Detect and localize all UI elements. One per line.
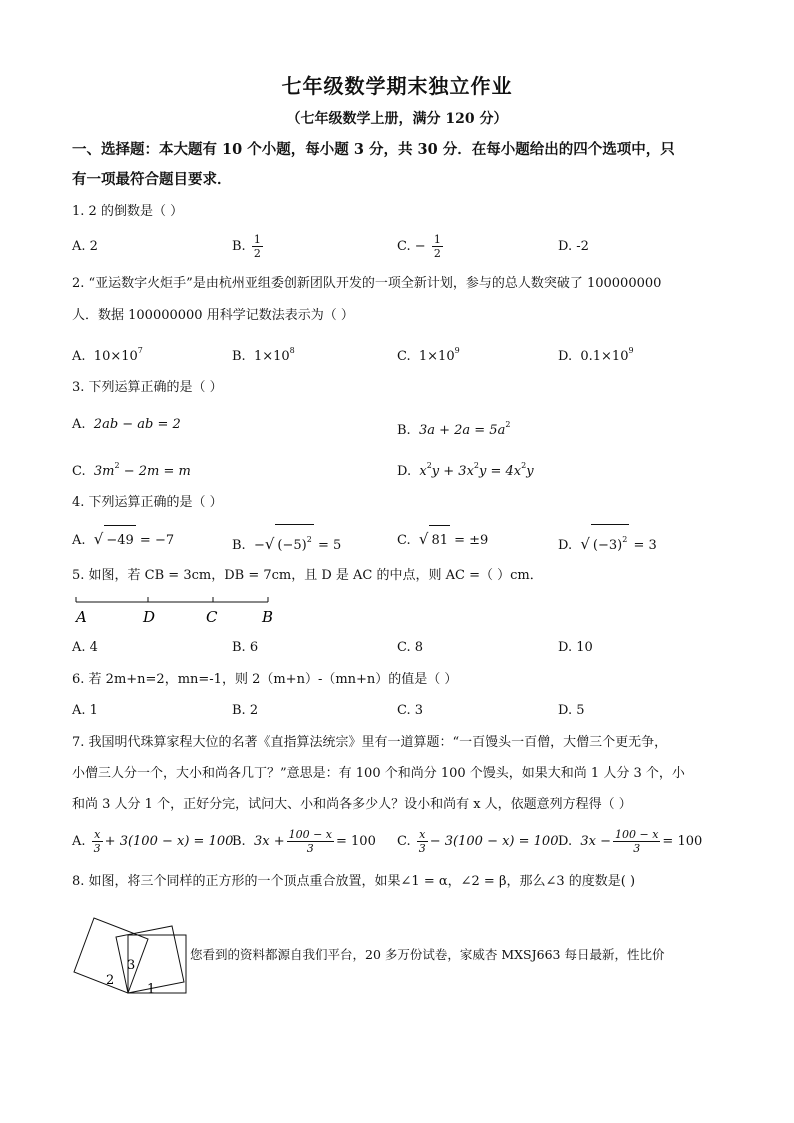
q7-b-fraction — [287, 828, 334, 855]
q4-option-c — [397, 524, 488, 556]
q4-d-prefix: D. — [558, 538, 573, 553]
fraction-numerator: 1 — [253, 233, 261, 246]
q4-option-d — [558, 524, 657, 561]
q5-option-a: A. 4 — [72, 640, 98, 655]
q7-option-d — [558, 824, 702, 860]
fraction-numerator: 100 − x — [288, 828, 333, 841]
sqrt-icon: √ — [580, 535, 590, 553]
q2-d-exp: 9 — [628, 346, 634, 355]
question-6-stem: 6. 若 2m+n=2，mn=-1，则 2（m+n）-（mn+n）的值是（ ） — [72, 672, 458, 687]
q2-d-prefix: D. — [558, 349, 573, 364]
fraction-numerator: x — [417, 828, 428, 842]
q2-b-exp: 8 — [289, 346, 295, 355]
q3-d-e3: 2 — [521, 461, 527, 470]
q2-a-prefix: A. — [72, 349, 86, 364]
q1-option-b-prefix: B. — [232, 239, 246, 254]
q7-c-fraction — [417, 828, 428, 855]
fraction-numerator: 100 − x — [615, 828, 659, 841]
q3-option-b — [397, 410, 510, 446]
question-2-line1: 2. “亚运数字火炬手”是由杭州亚组委创新团队开发的一项全新计划，参与的总人数突破了 100000000 — [72, 276, 662, 291]
question-8-stem: 8. 如图，将三个同样的正方形的一个顶点重合放置，如果∠1 = α，∠2 = β，那么∠3 的度数是( ) — [72, 874, 636, 889]
q3-b-exp: 2 — [505, 420, 511, 429]
square-upright — [128, 935, 186, 993]
q4-b-neg: − — [253, 538, 265, 553]
q5-option-b: B. 6 — [232, 640, 259, 655]
q4-b-exp: 2 — [306, 535, 312, 544]
q7-a-prefix: A. — [72, 834, 86, 849]
q7-d-prefix: D. — [558, 834, 573, 849]
q2-option-d — [558, 336, 634, 372]
question-5-stem: 5. 如图，若 CB = 3cm，DB = 7cm，且 D 是 AC 的中点，则 AC =（ ）cm． — [72, 568, 543, 583]
angle-label-1: 1 — [147, 982, 156, 997]
q4-b-rhs: = 5 — [313, 538, 342, 553]
q7-option-b — [232, 824, 376, 860]
sqrt-icon: √ — [418, 530, 429, 548]
q4-d-radicand: (−3) — [592, 538, 623, 553]
sqrt-icon: √ — [93, 530, 104, 548]
q1-option-c-prefix: C. — [397, 239, 411, 254]
question-3-stem: 3. 下列运算正确的是（ ） — [72, 380, 223, 395]
q3-d-e2: 2 — [473, 461, 479, 470]
page-title: 七年级数学期末独立作业 — [281, 74, 513, 98]
question-1-options — [72, 232, 732, 262]
q4-a-rhs: = −7 — [135, 533, 175, 548]
question-6-options — [72, 696, 732, 726]
label-b: B — [262, 608, 274, 626]
q4-b-radicand: (−5) — [277, 538, 307, 553]
q4-option-a — [72, 524, 174, 556]
q1-option-d: D. -2 — [558, 239, 589, 254]
q2-option-c — [397, 336, 460, 372]
angle-label-2: 2 — [106, 973, 115, 988]
q7-option-c — [397, 824, 558, 860]
label-c: C — [206, 608, 218, 626]
q2-c-prefix: C. — [397, 349, 411, 364]
question-3-options-row1 — [72, 410, 732, 440]
question-7-line3: 和尚 3 人分 1 个，正好分完，试问大、小和尚各多少人？设小和尚有 x 人，依题意列方程得（ ） — [72, 797, 632, 812]
label-d: D — [143, 608, 156, 626]
q5-option-d: D. 10 — [558, 640, 593, 655]
q3-d-e1: 2 — [426, 461, 432, 470]
fraction-numerator: x — [92, 828, 103, 842]
q2-b-prefix: B. — [232, 349, 246, 364]
q4-option-b — [232, 524, 341, 561]
q2-option-b — [232, 336, 295, 372]
q3-d-p1: x — [419, 464, 427, 479]
q1-option-b-fraction — [252, 233, 263, 260]
q7-a-rest: + 3(100 − x) = 100 — [104, 834, 234, 849]
q7-d-rest: = 100 — [662, 834, 703, 849]
fraction-denominator: 3 — [633, 842, 641, 855]
q4-b-prefix: B. — [232, 538, 246, 553]
q6-option-c: C. 3 — [397, 703, 424, 718]
question-4-stem: 4. 下列运算正确的是（ ） — [72, 495, 223, 510]
q3-d-p2: y + 3x — [431, 464, 474, 479]
question-7-options — [72, 824, 732, 860]
question-7-line1: 7. 我国明代珠算家程大位的名著《直指算法统宗》里有一道算题：“一百馒头一百僧，大僧三个更无争， — [72, 735, 668, 750]
q1-option-c-neg: − — [414, 239, 426, 254]
page-subtitle: （七年级数学上册，满分 120 分） — [286, 111, 508, 127]
q4-d-exp: 2 — [622, 535, 628, 544]
fraction-denominator: 2 — [253, 247, 261, 260]
q3-option-d — [397, 451, 534, 487]
q6-option-a: A. 1 — [72, 703, 98, 718]
q2-b-base: 1×10 — [253, 349, 290, 364]
q3-c-expr1: 3m — [93, 464, 115, 479]
question-5-options — [72, 633, 732, 663]
q3-c-expr2: − 2m = m — [119, 464, 191, 479]
q3-b-expr: 3a + 2a = 5a — [418, 423, 506, 438]
section-heading-line1: 一、选择题：本大题有 10 个小题，每小题 3 分，共 30 分．在每小题给出的四个选项中，只 — [72, 141, 675, 158]
q2-d-base: 0.1×10 — [580, 349, 629, 364]
q4-d-radicand-wrap — [591, 524, 629, 561]
q7-c-prefix: C. — [397, 834, 411, 849]
q2-c-exp: 9 — [454, 346, 460, 355]
q3-a-prefix: A. — [72, 417, 86, 432]
question-4-options — [72, 524, 732, 554]
fraction-denominator: 3 — [93, 842, 101, 855]
q3-option-c — [72, 451, 191, 487]
q7-d-lead: 3x − — [580, 834, 611, 849]
q1-option-a: A. 2 — [72, 239, 98, 254]
question-7-line2: 小僧三人分一个，大小和尚各几丁？”意思是：有 100 个和尚分 100 个馒头，如果大和尚 1 人分 3 个，小 — [72, 766, 685, 781]
question-1-stem: 1. 2 的倒数是（ ） — [72, 204, 184, 219]
q7-b-prefix: B. — [232, 834, 246, 849]
q1-option-b — [232, 232, 265, 262]
q7-a-fraction — [92, 828, 103, 855]
q3-b-prefix: B. — [397, 423, 411, 438]
platform-watermark-text: 您看到的资料都源自我们平台，20 多万份试卷，家威杏 MXSJ663 每日最新，性比价 — [190, 947, 665, 962]
q6-option-d: D. 5 — [558, 703, 585, 718]
fraction-denominator: 2 — [433, 247, 441, 260]
label-a: A — [76, 608, 87, 626]
question-3-options-row2 — [72, 451, 732, 481]
q7-option-a — [72, 824, 233, 860]
q4-a-prefix: A. — [72, 533, 86, 548]
q5-option-c: C. 8 — [397, 640, 424, 655]
q4-b-radicand-wrap — [275, 524, 313, 561]
q6-option-b: B. 2 — [232, 703, 259, 718]
q5-segment-figure — [72, 592, 282, 628]
section-heading-line2: 有一项最符合题目要求． — [72, 171, 232, 188]
q2-a-exp: 7 — [137, 346, 143, 355]
q8-squares-figure — [70, 912, 192, 998]
question-2-options — [72, 336, 732, 366]
q4-a-radicand: −49 — [104, 525, 135, 556]
sqrt-icon: √ — [264, 535, 275, 553]
q3-a-expr: 2ab − ab = 2 — [93, 417, 181, 432]
q7-d-fraction — [613, 828, 660, 855]
q3-d-prefix: D. — [397, 464, 412, 479]
q4-c-radicand: 81 — [429, 525, 450, 556]
q3-d-p3: y = 4x — [479, 464, 522, 479]
q7-b-lead: 3x + — [253, 834, 285, 849]
fraction-denominator: 3 — [306, 842, 314, 855]
q1-option-c — [397, 232, 445, 262]
q7-c-rest: − 3(100 − x) = 100 — [429, 834, 559, 849]
q3-option-a — [72, 410, 181, 440]
angle-label-3: 3 — [127, 958, 136, 973]
q2-c-base: 1×10 — [418, 349, 455, 364]
fraction-denominator: 3 — [418, 842, 426, 855]
q3-c-prefix: C. — [72, 464, 86, 479]
q2-a-base: 10×10 — [93, 349, 138, 364]
q4-c-prefix: C. — [397, 533, 411, 548]
q4-d-rhs: = 3 — [629, 538, 657, 553]
q2-option-a — [72, 336, 143, 372]
q3-c-exp: 2 — [114, 461, 120, 470]
q1-option-c-fraction — [432, 233, 443, 260]
q7-b-rest: = 100 — [336, 834, 376, 849]
q3-d-p4: y — [526, 464, 534, 479]
q4-c-rhs: = ±9 — [450, 533, 489, 548]
question-2-line2: 人．数据 100000000 用科学记数法表示为（ ） — [72, 308, 354, 323]
fraction-numerator: 1 — [433, 233, 441, 246]
